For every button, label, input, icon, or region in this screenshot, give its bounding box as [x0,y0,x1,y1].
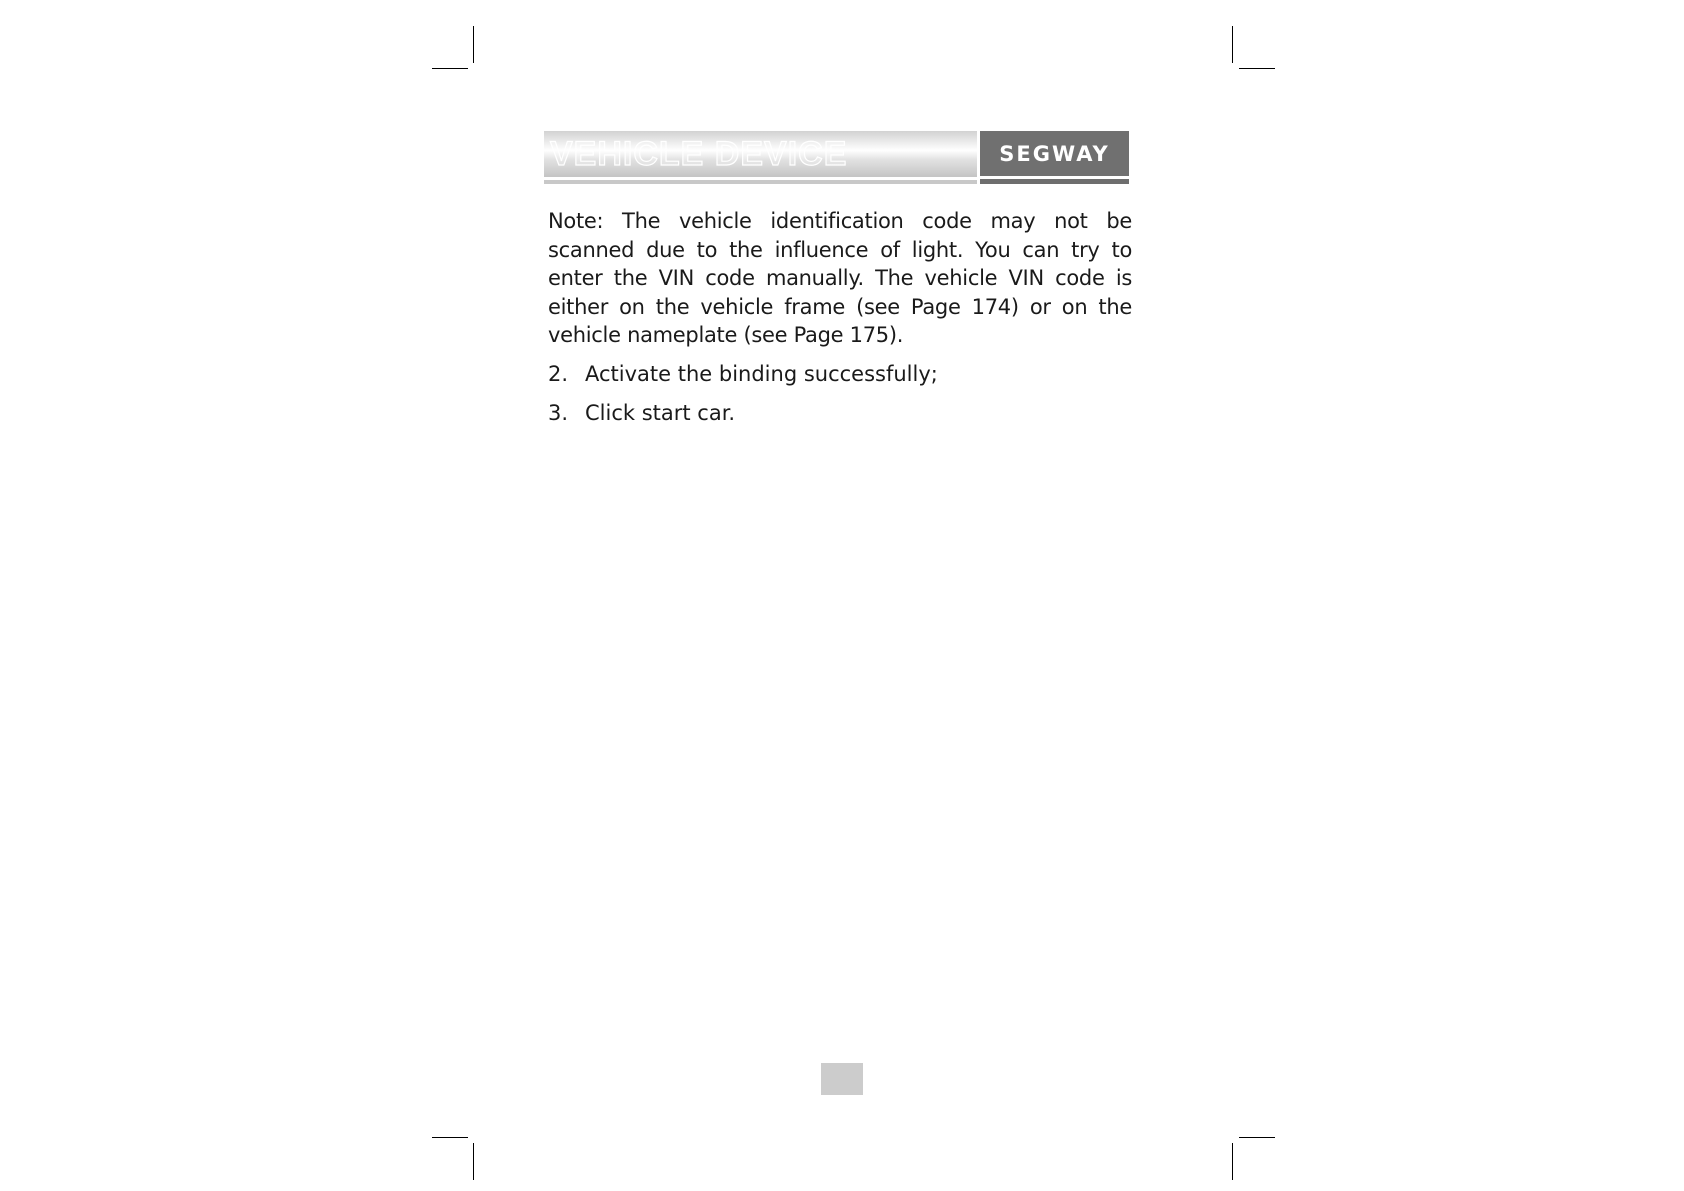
list-item [548,360,1132,389]
page-content [548,207,1132,439]
page-number-box [821,1063,863,1095]
crop-mark-bottom-right-vertical [1232,1143,1233,1180]
crop-mark-bottom-left-horizontal [432,1137,468,1138]
section-title-underline [544,180,977,184]
section-title-bar [544,131,977,177]
list-item-text: Activate the binding successfully; [585,361,938,386]
crop-mark-bottom-right-horizontal [1239,1137,1275,1138]
crop-mark-bottom-left-vertical [473,1143,474,1180]
crop-mark-top-right-vertical [1232,26,1233,63]
page-header [544,131,1129,184]
brand-logo [980,131,1129,176]
brand-logo-text: SEGWAY [999,141,1110,166]
crop-mark-top-left-horizontal [432,68,468,69]
steps-list [548,360,1132,428]
list-item [548,399,1132,428]
crop-mark-top-right-horizontal [1239,68,1275,69]
crop-mark-top-left-vertical [473,26,474,63]
note-paragraph: Note: The vehicle identification code may not be scanned due to the influence of light. You can try to enter the VIN code manually. The vehicle VIN code is either on the vehicle frame (see Page 174) or on the vehicle nameplate (see Page 175). [548,209,1132,347]
brand-underline [980,179,1129,184]
list-item-number: 3. [548,401,569,425]
list-item-text: Click start car. [585,401,736,425]
list-item-number: 2. [548,361,569,386]
section-title: VEHICLE DEVICE [550,135,848,173]
